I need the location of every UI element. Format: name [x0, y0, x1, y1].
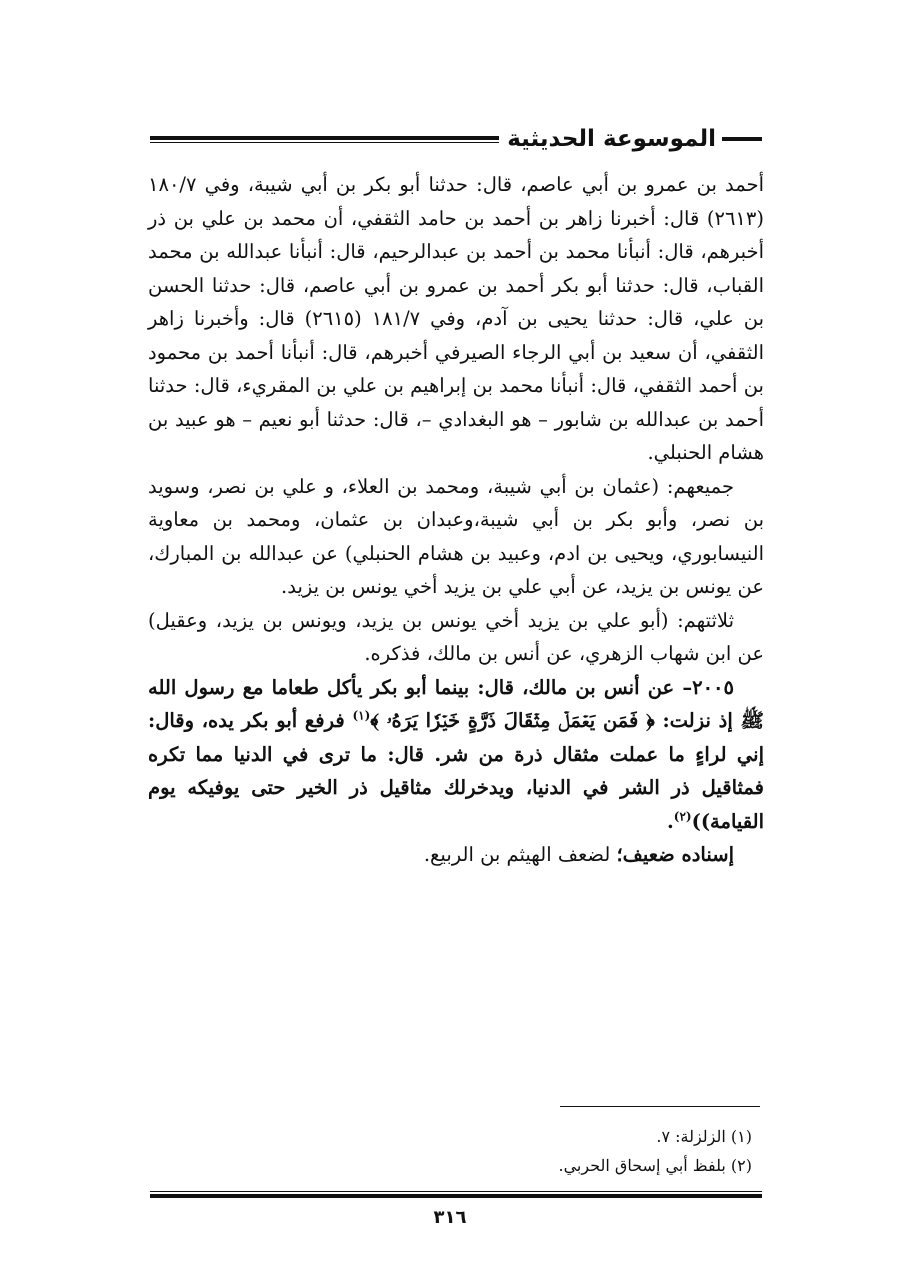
- quran-verse: ﴿ فَمَن يَعۡمَلۡ مِثۡقَالَ ذَرَّةٍ خَيۡرٗا يَرَهُۥ ﴾: [370, 709, 655, 732]
- grading-label: إسناده ضعيف؛: [616, 843, 734, 866]
- page-number: ٣١٦: [433, 1207, 467, 1228]
- header-ornament-bar: [722, 137, 762, 141]
- footer-rule: [150, 1191, 762, 1198]
- hadith-opening: ٢٠٠٥– عن أنس بن مالك، قال: بينما أبو بكر يأكل طعاما مع رسول الله ﷺ إذ نزلت:: [148, 675, 765, 732]
- footnote-ref-2: (٢): [673, 809, 692, 823]
- grading-reason: لضعف الهيثم بن الربيع.: [423, 843, 617, 866]
- paragraph-isnad-3: ثلاثتهم: (أبو علي بن يزيد أخي يونس بن يزيد، ويونس بن يزيد، وعقيل) عن ابن شهاب الزهري، عن أنس بن مالك، فذكره.: [148, 608, 764, 665]
- footnotes: [150, 1122, 762, 1180]
- grading: [148, 838, 764, 872]
- header-rule: [150, 136, 499, 142]
- header-rule-thick: [150, 136, 499, 140]
- hadith-end: .: [666, 809, 674, 833]
- footer-rule-thick: [150, 1194, 762, 1198]
- hadith-continuation: فرفع أبو بكر يده، وقال: إني لراءٍ ما عملت مثقال ذرة من شر. قال: ما ترى في الدنيا مما تكره فمثاقيل ذر الشر في الدنيا، ويدخرلك مثاقيل ذر الخير حتى يوفيكه يوم القيامة)): [148, 709, 764, 833]
- page-header: [150, 122, 762, 156]
- main-text: [148, 168, 764, 872]
- footnote-separator: [560, 1106, 760, 1107]
- hadith-text: [148, 671, 764, 839]
- header-title: الموسوعة الحديثية: [507, 126, 716, 152]
- footnote-2: (٢) بلفظ أبي إسحاق الحربي.: [558, 1156, 752, 1175]
- header-rule-thin: [150, 142, 499, 143]
- paragraph-isnad-1: أحمد بن عمرو بن أبي عاصم، قال: حدثنا أبو بكر بن أبي شيبة، وفي ١٨٠/٧ (٢٦١٣) قال: أخبرنا زاهر بن أحمد بن حامد الثقفي، أن محمد بن علي بن ذر أخبرهم، قال: أنبأنا محمد بن أحمد بن عبدالرحيم، قال: أنبأنا عبدالله بن محمد القباب، قال: حدثنا أبو بكر أحمد بن عمرو بن أبي عاصم، قال: حدثنا الحسن بن علي، قال: حدثنا يحيى بن آدم، وفي ١٨١/٧ (٢٦١٥) قال: وأخبرنا زاهر الثقفي، أن سعيد بن أبي الرجاء الصيرفي أخبرهم، قال: أنبأنا أحمد بن محمود بن أحمد الثقفي، قال: أنبأنا محمد بن إبراهيم بن علي بن المقريء، قال: حدثنا أحمد بن عبدالله بن شابور – هو البغدادي –، قال: حدثنا أبو نعيم – هو عبيد بن هشام الحنبلي.: [148, 173, 765, 464]
- footer-rule-thin: [150, 1191, 762, 1192]
- paragraph-isnad-2: جميعهم: (عثمان بن أبي شيبة، ومحمد بن العلاء، و علي بن نصر، وسويد بن نصر، وأبو بكر بن أبي شيبة،وعبدان بن عثمان، ومحمد بن معاوية النيسابوري، ويحيى بن ادم، وعبيد بن هشام الحنبلي) عن عبدالله بن المبارك، عن يونس بن يزيد، عن أبي علي بن يزيد أخي يونس بن يزيد.: [148, 474, 764, 598]
- footnote-ref-1: (١): [352, 708, 371, 723]
- footnote-1: (١) الزلزلة: ٧.: [656, 1127, 752, 1146]
